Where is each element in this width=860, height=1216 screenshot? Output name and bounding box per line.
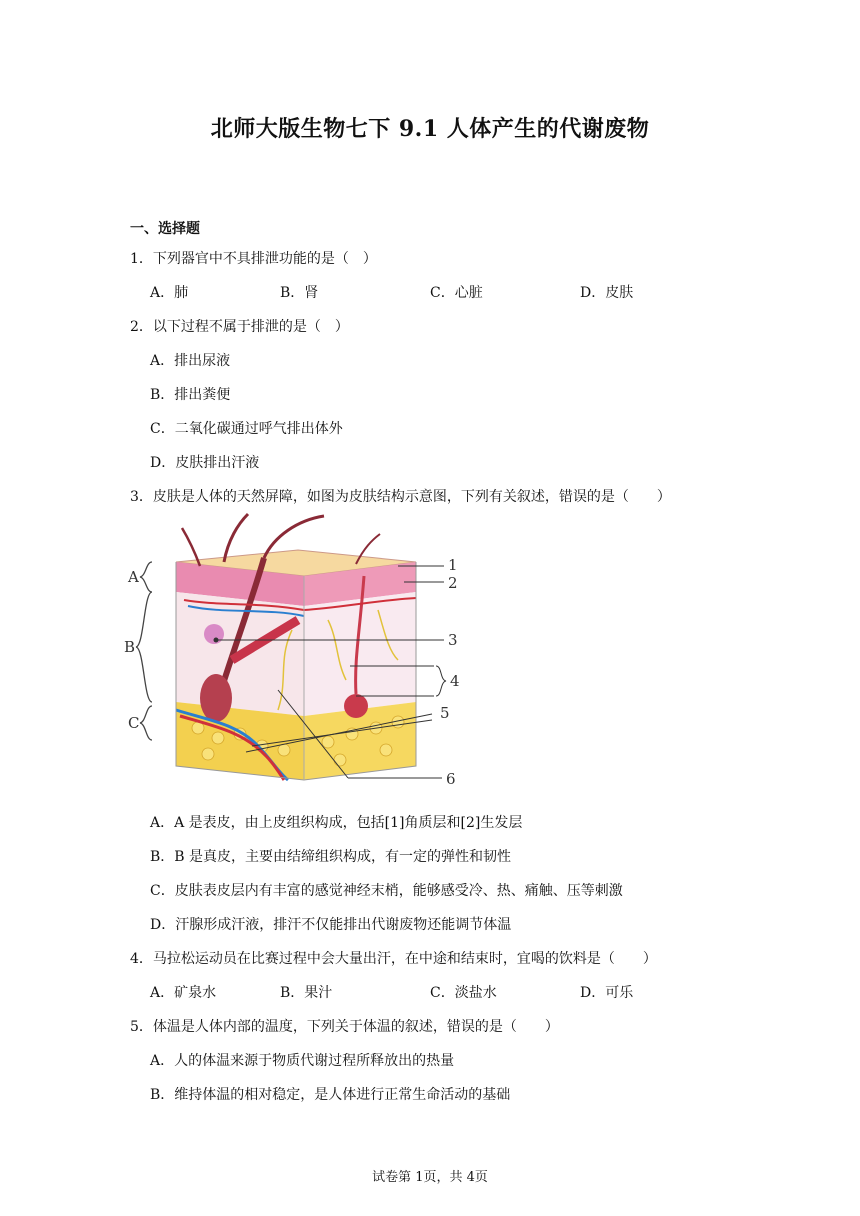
question-5-option-a[interactable]: A．人的体温来源于物质代谢过程所释放出的热量 xyxy=(150,1053,455,1069)
question-1-option-b[interactable]: B．肾 xyxy=(280,285,319,301)
skin-diagram xyxy=(124,510,468,800)
figure-label-3: 3 xyxy=(448,631,458,649)
question-4-option-c[interactable]: C．淡盐水 xyxy=(430,985,497,1001)
figure-label-2: 2 xyxy=(448,574,458,592)
section-heading: 一、选择题 xyxy=(130,221,200,237)
figure-label-a: A xyxy=(128,568,139,586)
page-footer: 试卷第 1页，共 4页 xyxy=(372,1170,488,1185)
question-3-stem: 3．皮肤是人体的天然屏障，如图为皮肤结构示意图，下列有关叙述，错误的是（ ） xyxy=(130,489,671,505)
question-3-option-c[interactable]: C．皮肤表皮层内有丰富的感觉神经末梢，能够感受冷、热、痛触、压等刺激 xyxy=(150,883,623,899)
question-1-option-d[interactable]: D．皮肤 xyxy=(580,285,634,301)
question-2-option-a[interactable]: A．排出尿液 xyxy=(150,353,231,369)
question-2-option-d[interactable]: D．皮肤排出汗液 xyxy=(150,455,260,471)
question-2-stem: 2．以下过程不属于排泄的是（ ） xyxy=(130,319,349,335)
question-4-option-d[interactable]: D．可乐 xyxy=(580,985,634,1001)
figure-label-1: 1 xyxy=(448,556,458,574)
question-3-option-a[interactable]: A．A 是表皮，由上皮组织构成，包括[1]角质层和[2]生发层 xyxy=(150,815,523,831)
figure-label-6: 6 xyxy=(446,770,456,788)
figure-label-c: C xyxy=(128,714,140,732)
question-5-option-b[interactable]: B．维持体温的相对稳定，是人体进行正常生命活动的基础 xyxy=(150,1087,511,1103)
question-1-option-c[interactable]: C．心脏 xyxy=(430,285,483,301)
question-4-option-a[interactable]: A．矿泉水 xyxy=(150,985,217,1001)
question-5-stem: 5．体温是人体内部的温度，下列关于体温的叙述，错误的是（ ） xyxy=(130,1019,559,1035)
question-1-option-a[interactable]: A．肺 xyxy=(150,285,189,301)
question-1-stem: 1．下列器官中不具排泄功能的是（ ） xyxy=(130,251,377,267)
question-2-option-c[interactable]: C．二氧化碳通过呼气排出体外 xyxy=(150,421,343,437)
figure-label-b: B xyxy=(124,638,136,656)
page-title: 北师大版生物七下 9.1 人体产生的代谢废物 xyxy=(210,116,650,142)
question-4-stem: 4．马拉松运动员在比赛过程中会大量出汗，在中途和结束时，宜喝的饮料是（ ） xyxy=(130,951,657,967)
question-3-option-b[interactable]: B．B 是真皮，主要由结缔组织构成，有一定的弹性和韧性 xyxy=(150,849,512,865)
question-4-option-b[interactable]: B．果汁 xyxy=(280,985,333,1001)
figure-label-4: 4 xyxy=(450,672,460,690)
question-2-option-b[interactable]: B．排出粪便 xyxy=(150,387,231,403)
skin-structure-figure xyxy=(124,510,468,800)
figure-label-5: 5 xyxy=(440,704,450,722)
question-3-option-d[interactable]: D．汗腺形成汗液，排汗不仅能排出代谢废物还能调节体温 xyxy=(150,917,512,933)
